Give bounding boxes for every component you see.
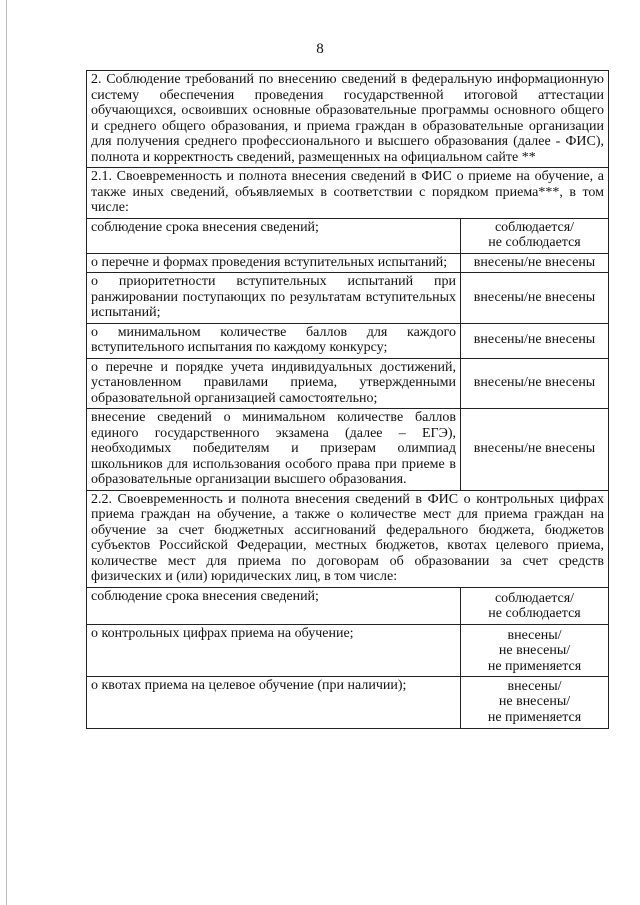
criterion-text: о контрольных цифрах приема на обучение; [87,624,461,677]
requirements-table [86,70,609,729]
status-line: не применяется [487,658,582,674]
status-cell [461,587,609,624]
table-row [87,253,609,273]
status-cell [461,677,609,729]
table-row [87,624,609,677]
criterion-text: о приоритетности вступительных испытаний при ранжировании поступающих по результатам вступительных испытаний; [87,273,461,324]
criterion-text: о минимальном количестве баллов для каждого вступительного испытания по каждому конкурсу; [87,323,461,358]
section-2-2-row [87,490,609,587]
status-cell: соблюдается/ не соблюдается [461,218,609,253]
section-2-title: 2. Соблюдение требований по внесению сведений в федеральную информационную систему обеспечения проведения государственной итоговой аттестации обучающихся, освоивших основные образовательные программы основного общего и среднего общего образования, и приема граждан в образовательные организации для получения среднего профессионального и высшего образования (далее - ФИС), полнота и корректность сведений, размещенных на официальном сайте ** [87,71,609,168]
table-row [87,358,609,409]
status-line: не применяется [487,709,582,725]
table-row [87,273,609,324]
table-row [87,677,609,729]
table-row [87,323,609,358]
section-2-row [87,71,609,168]
criterion-text: о перечне и формах проведения вступительных испытаний; [87,253,461,273]
table-row [87,587,609,624]
status-line: соблюдается/ [494,590,575,606]
status-cell: внесены/не внесены [461,273,609,324]
status-cell: внесены/не внесены [461,358,609,409]
section-2-2-title: 2.2. Своевременность и полнота внесения сведений в ФИС о контрольных цифрах приема граждан на обучение, а также о количестве мест для приема граждан на обучение за счет бюджетных ассигнований федерального бюджета, бюджетов субъектов Российской Федерации, местных бюджетов, квотах целевого приема, количестве мест для приема по договорам об образовании за счет средств физических и (или) юридических лиц, в том числе: [87,490,609,587]
status-line: не внесены/ [498,694,571,710]
criterion-text: о перечне и порядке учета индивидуальных достижений, установленном правилами приема, утвержденными образовательной организацией самостоятельно; [87,358,461,409]
status-line: не соблюдается [488,606,581,621]
criterion-text: о квотах приема на целевое обучение (при наличии); [87,677,461,729]
criterion-text: соблюдение срока внесения сведений; [87,218,461,253]
status-line: не внесены/ [498,643,571,658]
status-cell: внесены/не внесены [461,323,609,358]
page-number: 8 [316,41,324,57]
table-row [87,409,609,491]
section-2-1-row [87,168,609,219]
status-cell: внесены/не внесены [461,253,609,273]
table-row [87,218,609,253]
status-cell: внесены/не внесены [461,409,609,491]
section-2-1-title: 2.1. Своевременность и полнота внесения сведений в ФИС о приеме на обучение, а также иных сведений, объявляемых в соответствии с порядком приема***, в том числе: [87,168,609,219]
criterion-text: соблюдение срока внесения сведений; [87,587,461,624]
status-cell [461,624,609,677]
page-edge-line [6,0,7,905]
status-line: внесены/ [507,627,562,643]
status-line: внесены/ [507,678,562,694]
criterion-text: внесение сведений о минимальном количестве баллов единого государственного экзамена (далее – ЕГЭ), необходимых победителям и призерам олимпиад школьников для использования особого права при приеме в образовательные организации высшего образования. [87,409,461,491]
